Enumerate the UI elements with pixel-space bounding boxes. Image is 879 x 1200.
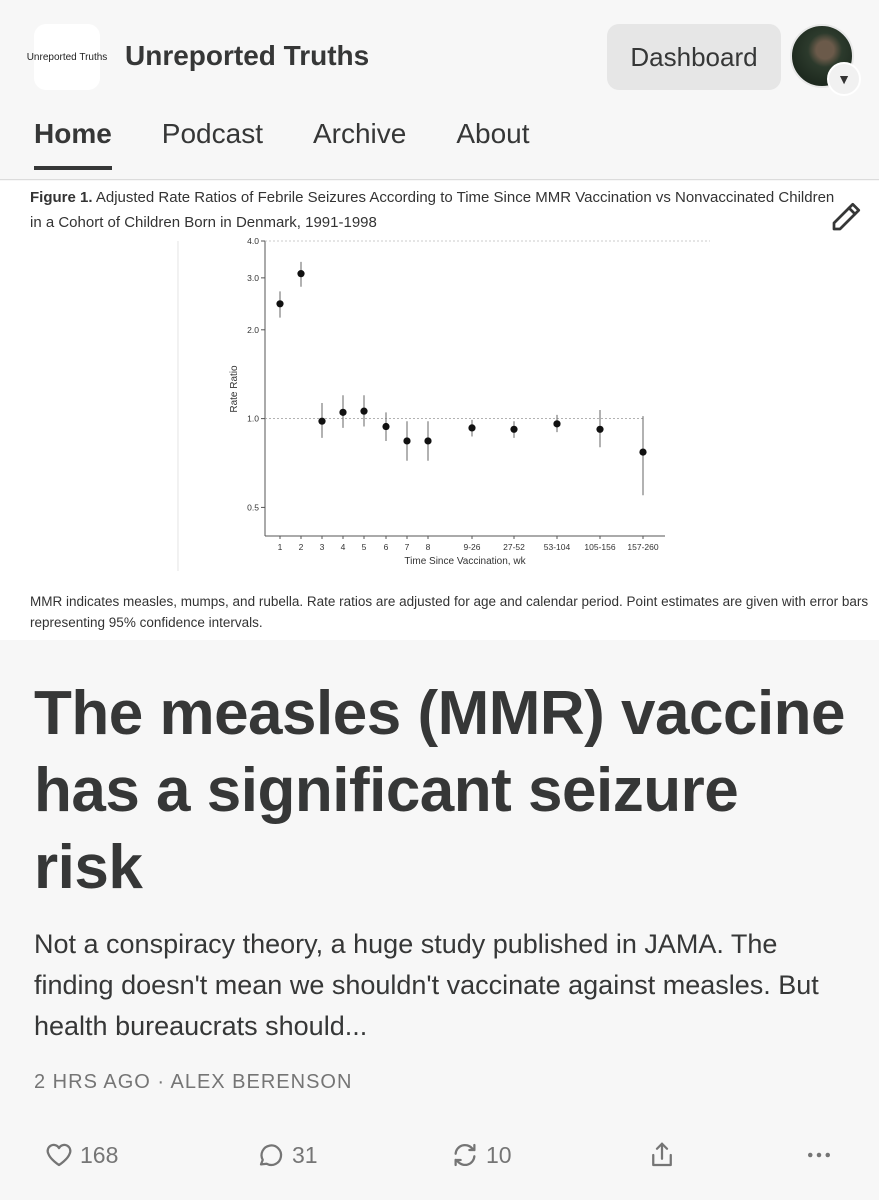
- y-axis-label: Rate Ratio: [229, 365, 240, 413]
- x-tick-label: 7: [404, 542, 410, 552]
- x-axis-label: Time Since Vaccination, wk: [404, 556, 526, 567]
- restack-count: 10: [486, 1141, 512, 1168]
- site-header: [0, 0, 879, 180]
- y-ticks: [247, 236, 265, 512]
- data-point: [553, 420, 560, 427]
- logo-text: Unreported Truths: [26, 51, 108, 63]
- dashboard-button[interactable]: Dashboard: [607, 24, 781, 90]
- meta-separator: ·: [150, 1071, 171, 1093]
- x-tick-label: 53-104: [543, 542, 571, 552]
- publication-logo[interactable]: [26, 24, 108, 90]
- y-tick-label: 1.0: [247, 413, 259, 424]
- restack-icon: [450, 1140, 480, 1170]
- post-title[interactable]: The measles (MMR) vaccine has a significant seizure risk: [34, 679, 846, 902]
- share-button[interactable]: [647, 1135, 683, 1175]
- x-tick-label: 5: [361, 542, 367, 552]
- nav-archive[interactable]: Archive: [312, 118, 407, 149]
- data-point: [424, 437, 431, 444]
- seizure-rate-chart: [175, 231, 715, 576]
- x-tick-label: 105-156: [584, 542, 616, 552]
- figure-label: Figure 1.: [30, 189, 93, 206]
- x-tick-label: 8: [425, 542, 431, 552]
- x-tick-label: 9-26: [463, 542, 481, 552]
- y-tick-label: 4.0: [247, 236, 259, 246]
- main-nav: [34, 118, 580, 170]
- data-point: [360, 408, 367, 415]
- restack-button[interactable]: [450, 1135, 512, 1175]
- share-icon: [647, 1140, 677, 1170]
- post-author[interactable]: ALEX BERENSON: [170, 1071, 353, 1093]
- post-cover-image[interactable]: [0, 181, 879, 640]
- post-actions: [0, 1135, 879, 1175]
- like-count: 168: [80, 1141, 119, 1168]
- figure-caption-text: Adjusted Rate Ratios of Febrile Seizures According to Time Since MMR Vaccination vs Nonvaccinated Children in a Cohort of Children Born in Denmark, 1991-1998: [30, 189, 835, 231]
- data-point: [403, 437, 410, 444]
- chevron-down-icon[interactable]: ▼: [827, 62, 861, 96]
- y-tick-label: 3.0: [247, 272, 259, 283]
- data-point: [596, 426, 603, 433]
- x-tick-label: 2: [298, 542, 304, 552]
- x-tick-label: 1: [277, 542, 283, 552]
- data-point: [318, 418, 325, 425]
- site-title[interactable]: Unreported Truths: [125, 40, 370, 71]
- data-point: [468, 424, 475, 431]
- post-meta: [34, 1071, 352, 1094]
- figure-caption: [30, 185, 850, 235]
- nav-podcast[interactable]: Podcast: [161, 118, 263, 149]
- more-button[interactable]: [804, 1135, 840, 1175]
- y-tick-label: 0.5: [247, 502, 259, 513]
- nav-about[interactable]: About: [456, 118, 530, 149]
- data-point: [639, 448, 646, 455]
- y-tick-label: 2.0: [247, 324, 259, 335]
- data-point: [297, 270, 304, 277]
- nav-home[interactable]: Home: [34, 118, 112, 170]
- x-tick-label: 27-52: [503, 542, 525, 552]
- comment-icon: [256, 1140, 286, 1170]
- post-subtitle[interactable]: Not a conspiracy theory, a huge study published in JAMA. The finding doesn't mean we shouldn't vaccinate against measles. But health bureaucrats should...: [34, 929, 819, 1041]
- more-icon: [804, 1140, 834, 1170]
- data-point: [276, 300, 283, 307]
- data-point: [339, 409, 346, 416]
- x-tick-label: 4: [340, 542, 346, 552]
- comment-button[interactable]: [256, 1135, 318, 1175]
- x-ticks: [278, 536, 659, 552]
- data-points: [276, 262, 646, 495]
- x-tick-label: 6: [383, 542, 389, 552]
- post-time: 2 HRS AGO: [34, 1071, 151, 1093]
- comment-count: 31: [292, 1141, 318, 1168]
- data-point: [382, 423, 389, 430]
- x-tick-label: 157-260: [627, 542, 659, 552]
- data-point: [510, 426, 517, 433]
- figure-note: MMR indicates measles, mumps, and rubella. Rate ratios are adjusted for age and calendar period. Point estimates are given with error bars representing 95% confidence intervals.: [30, 594, 869, 630]
- x-tick-label: 3: [319, 542, 325, 552]
- like-button[interactable]: [44, 1135, 118, 1175]
- pencil-icon[interactable]: [828, 199, 864, 235]
- heart-icon: [44, 1140, 74, 1170]
